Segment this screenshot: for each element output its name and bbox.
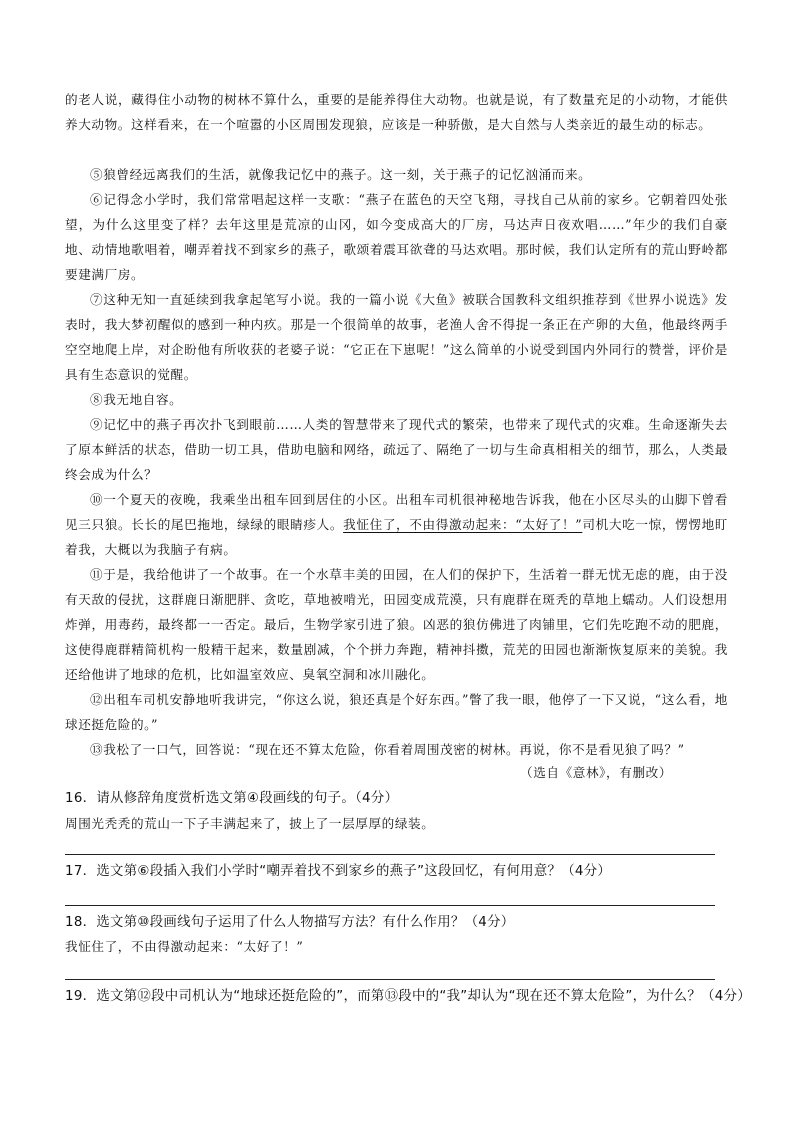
answer-line [65,979,715,980]
underlined-sentence: 我怔住了，不由得激动起来：“太好了！” [343,517,583,532]
paragraph-10 [65,487,728,562]
paragraph-8: ⑧我无地自容。 [90,392,183,407]
question-18: 18．选文第⑩段画线句子运用了什么人物描写方法？有什么作用？（4分） [65,915,515,930]
paragraph-13: ⑬我松了一口气，回答说：“现在还不算太危险，你看着周围茂密的树林。再说，你不是看见狼了吗？” [90,742,685,757]
paragraph-7: ⑦这种无知一直延续到我拿起笔写小说。我的一篇小说《大鱼》被联合国教科文组织推荐到《世界小说选》发表时，我大梦初醒似的感到一种内疚。那是一个很简单的故事，老渔人舍不得捉一条正在产卵的大鱼，他最终两手空空地爬上岸，对企盼他有所收获的老婆子说：“它正在下崽呢！”这么简单的小说受到国内外同行的赞誉，评价是具有生态意识的觉醒。 [65,292,728,382]
paragraph-10-text-after: 司机大吃一惊，愣愣地盯着我，大概以为我脑子有病。 [65,517,729,557]
paragraph-10-text: ⑩一个夏天的夜晚，我乘坐出租车回到居住的小区。出租车司机很神秘地告诉我，他在小区尽头的山脚下曾看见三只狼。长长的尾巴拖地，绿绿的眼睛疹人。 [65,492,728,532]
paragraph-9: ⑨记忆中的燕子再次扑飞到眼前……人类的智慧带来了现代式的繁荣，也带来了现代式的灾难。生命逐渐失去了原本鲜活的状态，借助一切工具，借助电脑和网络，疏远了、隔绝了一切与生命真相相关的细节，那么，人类最终会成为什么？ [65,417,728,482]
question-16: 16．请从修辞角度赏析选文第④段画线的句子。（4分） [65,791,399,806]
paragraph-11: ⑪于是，我给他讲了一个故事。在一个水草丰美的田园，在人们的保护下，生活着一群无忧无虑的鹿，由于没有天敌的侵扰，这群鹿日渐肥胖、贪吃，草地被啃光，田园变成荒漠，只有鹿群在斑秃的草地上蠕动。人们设想用炸弹，用毒药，最终都一一否定。最后，生物学家引进了狼。凶恶的狼仿佛进了肉铺里，它们先吃跑不动的肥鹿，这使得鹿群精简机构一般精干起来，数量剧减，个个拼力奔跑，精神抖擞，荒芜的田园也渐渐恢复原来的美貌。我还给他讲了地球的危机，比如温室效应、臭氧空洞和冰川融化。 [65,567,728,682]
question-17: 17．选文第⑥段插入我们小学时“嘲弄着找不到家乡的燕子”这段回忆，有何用意？（4分） [65,864,612,879]
paragraph-12: ⑫出租车司机安静地听我讲完，“你这么说，狼还真是个好东西。”瞥了我一眼，他停了一下又说，“这么看，地球还挺危险的。” [65,692,728,732]
source-citation: （选自《意林》，有删改） [520,765,673,780]
answer-line [65,854,715,855]
question-19: 19．选文第⑫段中司机认为“地球还挺危险的”，而第⑬段中的“我”却认为“现在还不算太危险”，为什么？（4分） [65,989,751,1004]
paragraph-5: ⑤狼曾经远离我们的生活，就像我记忆中的燕子。这一刻，关于燕子的记忆汹涌而来。 [90,167,592,182]
question-16-quote: 周围光秃秃的荒山一下子丰满起来了，披上了一层厚厚的绿装。 [65,816,435,831]
question-18-quote: 我怔住了，不由得激动起来：“太好了！” [65,939,304,954]
paragraph-6: ⑥记得念小学时，我们常常唱起这样一支歌：“燕子在蓝色的天空飞翔，寻找自己从前的家乡。它朝着四处张望，为什么这里变了样？去年这里是荒凉的山冈，如今变成高大的厂房，马达声日夜欢唱……”年少的我们自豪地、动情地歌唱着，嘲弄着找不到家乡的燕子，歌颂着震耳欲聋的马达欢唱。那时候，我们认定所有的荒山野岭都要建满厂房。 [65,192,728,282]
paragraph-continued: 的老人说，藏得住小动物的树林不算什么，重要的是能养得住大动物。也就是说，有了数量充足的小动物，才能供养大动物。这样看来，在一个喧嚣的小区周围发现狼，应该是一种骄傲，是大自然与人类亲近的最生动的标志。 [65,92,728,132]
answer-line [65,905,715,906]
